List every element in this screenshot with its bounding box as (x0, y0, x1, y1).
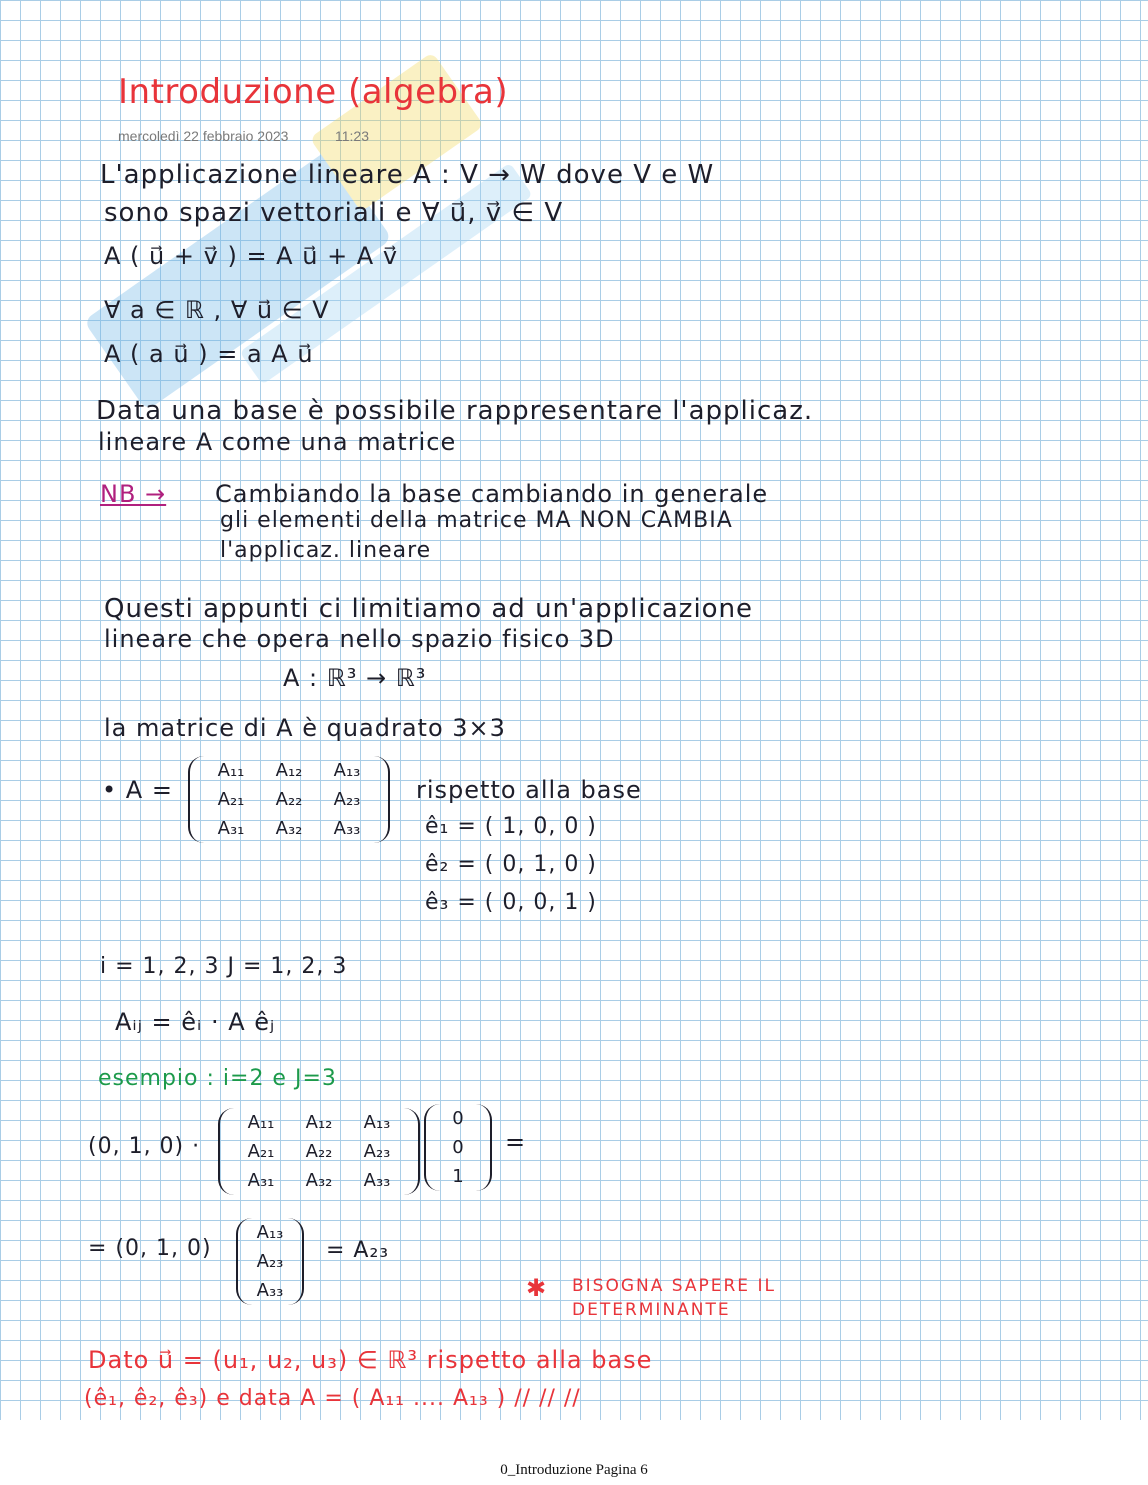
formula-line: = (505, 1128, 527, 1156)
matrix-a-example (218, 1108, 420, 1195)
formula-line: (0, 1, 0) · (88, 1134, 201, 1159)
matrix-cell: A₂₁ (217, 789, 245, 810)
text-line-red: (ê₁, ê₂, ê₃) e data A = ( A₁₁ .... A₁₃ ) // // // (84, 1386, 581, 1411)
matrix-cell: A₃₃ (363, 1170, 391, 1191)
text-line: sono spazi vettoriali e ∀ u⃗, v⃗ ∈ V (104, 198, 564, 228)
matrix-cell: A₁₃ (363, 1112, 391, 1133)
text-line: la matrice di A è quadrato 3×3 (104, 714, 506, 742)
formula-line: = (0, 1, 0) (88, 1236, 212, 1261)
formula-line: = A₂₃ (326, 1238, 390, 1263)
vector-cell: A₂₃ (256, 1251, 284, 1272)
nb-label: NB → (100, 480, 167, 508)
matrix-cell: A₂₂ (275, 789, 303, 810)
matrix-cell: A₂₃ (333, 789, 361, 810)
matrix-cell: A₃₂ (305, 1170, 333, 1191)
text-line: Data una base è possibile rappresentare l'applicaz. (96, 396, 814, 426)
vector-cell: A₁₃ (256, 1222, 284, 1243)
matrix-cell: A₂₃ (363, 1141, 391, 1162)
text-line: lineare A come una matrice (98, 428, 457, 456)
example-label: esempio : i=2 e J=3 (98, 1066, 337, 1091)
formula-line: A : ℝ³ → ℝ³ (283, 664, 427, 692)
matrix-cell: A₃₁ (217, 818, 245, 839)
formula-line: A ( a u⃗ ) = a A u⃗ (104, 340, 314, 368)
vector-cell: 1 (452, 1166, 464, 1187)
matrix-cell: A₁₁ (217, 760, 245, 781)
note-red: BISOGNA SAPERE IL (572, 1276, 776, 1296)
column-vector-result (236, 1218, 304, 1305)
text-line: lineare che opera nello spazio fisico 3D (104, 625, 615, 653)
page-footer: 0_Introduzione Pagina 6 (500, 1462, 648, 1478)
matrix-cell: A₁₃ (333, 760, 361, 781)
note-time: 11:23 (335, 128, 369, 144)
matrix-cell: A₃₃ (333, 818, 361, 839)
vector-cell: 0 (452, 1137, 464, 1158)
matrix-cell: A₂₁ (247, 1141, 275, 1162)
text-line: rispetto alla base (416, 776, 642, 804)
asterisk-icon: ✱ (526, 1274, 548, 1302)
note-date: mercoledì 22 febbraio 2023 (118, 128, 289, 144)
text-line-red: Dato u⃗ = (u₁, u₂, u₃) ∈ ℝ³ rispetto alla base (88, 1346, 653, 1374)
vector-cell: A₃₃ (256, 1280, 284, 1301)
text-line: Questi appunti ci limitiamo ad un'applicazione (104, 594, 754, 624)
matrix-cell: A₃₂ (275, 818, 303, 839)
formula-line: A ( u⃗ + v⃗ ) = A u⃗ + A v⃗ (104, 242, 399, 270)
page-title: Introduzione (algebra) (118, 72, 509, 112)
matrix-cell: A₁₁ (247, 1112, 275, 1133)
matrix-cell: A₁₂ (305, 1112, 333, 1133)
matrix-label: • A = (102, 776, 173, 804)
matrix-a (188, 756, 390, 843)
basis-vector: ê₂ = ( 0, 1, 0 ) (425, 852, 597, 877)
basis-vector: ê₃ = ( 0, 0, 1 ) (425, 890, 597, 915)
vector-cell: 0 (452, 1108, 464, 1129)
basis-vector: ê₁ = ( 1, 0, 0 ) (425, 814, 597, 839)
matrix-cell: A₂₂ (305, 1141, 333, 1162)
text-line: Cambiando la base cambiando in generale (215, 480, 769, 508)
text-line: gli elementi della matrice MA NON CAMBIA (220, 508, 733, 533)
text-line: L'applicazione lineare A : V → W dove V e W (100, 160, 715, 190)
formula-line: Aᵢⱼ = êᵢ · A êⱼ (115, 1008, 276, 1036)
note-red: DETERMINANTE (572, 1300, 731, 1320)
text-line: l'applicaz. lineare (220, 538, 432, 563)
formula-line: i = 1, 2, 3 J = 1, 2, 3 (100, 954, 348, 979)
matrix-cell: A₁₂ (275, 760, 303, 781)
column-vector (424, 1104, 492, 1191)
formula-line: ∀ a ∈ ℝ , ∀ u⃗ ∈ V (104, 296, 330, 324)
matrix-cell: A₃₁ (247, 1170, 275, 1191)
